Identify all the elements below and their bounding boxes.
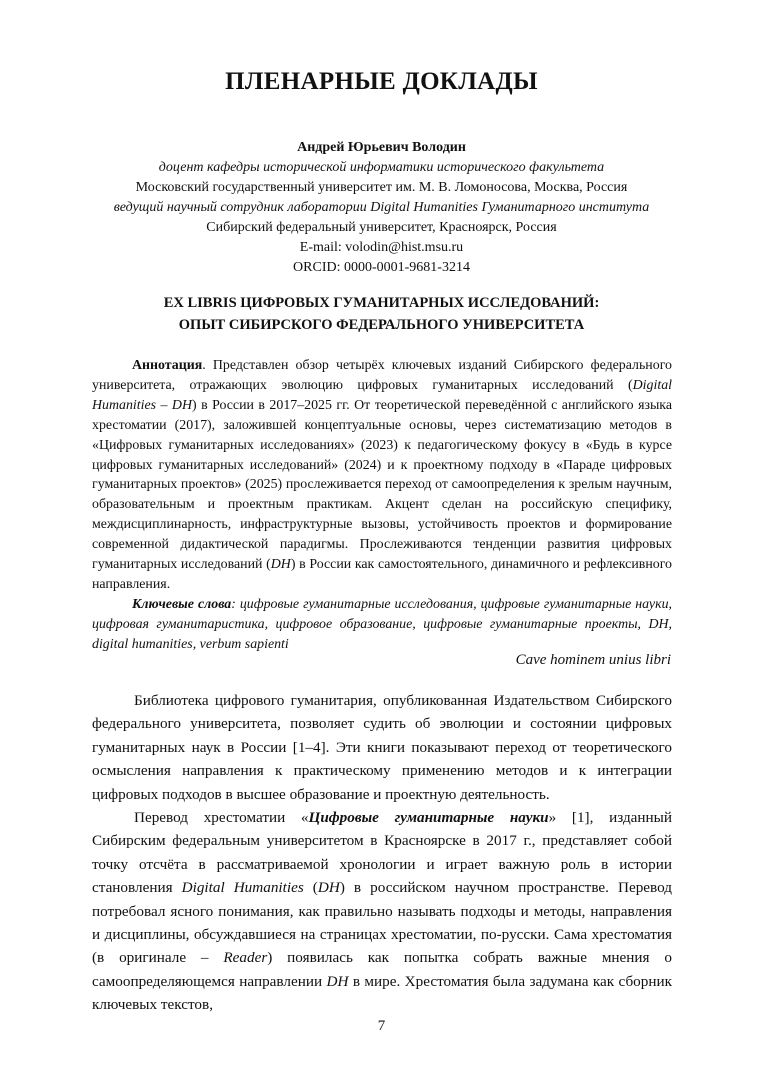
paper-title [60, 292, 703, 336]
body-text [92, 689, 672, 1017]
p2-text-c: ( [303, 879, 318, 897]
abstract-text-c: ) в России как самостоятельного, динамичного и рефлексивного направления. [92, 557, 672, 592]
p2-text-b: » [1], изданный Сибирским федеральным университетом в Красноярске в 2017 г., представляет собой точку отсчёта в рассматриваемой хронологии и играет важную роль в истории становления [92, 809, 673, 897]
author-orcid: ORCID: 0000-0001-9681-3214 [293, 260, 470, 275]
paper-title-line-1: EX LIBRIS ЦИФРОВЫХ ГУМАНИТАРНЫХ ИССЛЕДОВАНИЙ: [163, 295, 600, 311]
section-title: ПЛЕНАРНЫЕ ДОКЛАДЫ [225, 68, 538, 95]
p2-dh-2: DH [326, 972, 349, 990]
abstract [92, 356, 672, 655]
author-affiliation-1: Московский государственный университет им. М. В. Ломоносова, Москва, Россия [135, 180, 628, 195]
p2-text-d: ) в российском научном пространстве. Перевод потребовал ясного понимания, как правильно называть подходы и методы, направления и дисциплины, обсуждавшиеся на страницах хрестоматии, по-русски. Сама хрестоматия (в оригинале – [92, 879, 672, 967]
p2-reader: Reader [223, 949, 268, 967]
body-paragraph-2 [92, 806, 672, 1017]
paper-title-line-2: ОПЫТ СИБИРСКОГО ФЕДЕРАЛЬНОГО УНИВЕРСИТЕТА [178, 317, 585, 333]
p2-term: Digital Humanities [181, 879, 304, 897]
author-name: Андрей Юрьевич Володин [297, 140, 466, 155]
abstract-term-2: DH [270, 557, 291, 573]
epigraph: Cave hominem unius libri [515, 652, 671, 668]
p2-text-f: в мире. Хрестоматия была задумана как сборник ключевых текстов, [92, 972, 672, 1014]
p2-book-title: Цифровые гуманитарные науки [308, 809, 549, 827]
p2-text-a: Перевод хрестоматии « [134, 809, 309, 827]
author-position-1: доцент кафедры исторической информатики исторического факультета [158, 160, 605, 175]
abstract-label: Аннотация [132, 358, 203, 373]
abstract-term: Digital Humanities – DH [92, 377, 672, 413]
author-block [60, 138, 703, 278]
abstract-paragraph [92, 356, 672, 595]
keywords-label: Ключевые слова [132, 596, 232, 612]
keywords-paragraph [92, 595, 672, 655]
body-paragraph-1: Библиотека цифрового гуманитария, опубликованная Издательством Сибирского федерального университета, позволяет судить об эволюции и состоянии цифровых гуманитарных наук в России [1–4]. Эти книги показывают переход от теоретического осмысления направления к практическому применению методов и к интеграции цифровых подходов в высшее образование и проектную деятельность. [92, 692, 672, 803]
p2-dh: DH [317, 879, 340, 897]
author-affiliation-2: Сибирский федеральный университет, Красноярск, Россия [206, 220, 557, 235]
keywords-text: : цифровые гуманитарные исследования, цифровые гуманитарные науки, цифровая гуманитаристика, цифровое образование, цифровые гуманитарные проекты, DH, digital humanities, verbum sapienti [92, 596, 672, 652]
author-position-2: ведущий научный сотрудник лаборатории Digital Humanities Гуманитарного института [113, 200, 650, 215]
author-email: E-mail: volodin@hist.msu.ru [299, 240, 464, 255]
abstract-text-a: . Представлен обзор четырёх ключевых изданий Сибирского федерального университета, отражающих эволюцию цифровых гуманитарных исследований ( [92, 358, 672, 393]
abstract-text-b: ) в России в 2017–2025 гг. От теоретической переведённой с английского языка хрестоматии (2017), заложившей концептуальные основы, через систематизацию методов в «Цифровых гуманитарных исследованиях» (2023) к педагогическому фокусу в «Будь в курсе цифровых гуманитарных исследований» (2024) и к проектному подходу в «Параде цифровых гуманитарных проектов» (2025) прослеживается переход от самоопределения к зрелым научным, образовательным и проектным практикам. Акцент сделан на российскую специфику, междисциплинарность, инфраструктурные вызовы, устойчивость проектов и формирование современной дидактической парадигмы. Прослеживаются тенденции развития цифровых гуманитарных исследований ( [92, 397, 672, 573]
p2-text-e: ) появилась как попытка собрать важные мнения о самоопределяющемся направлении [92, 949, 672, 990]
page-number: 7 [377, 1018, 386, 1034]
